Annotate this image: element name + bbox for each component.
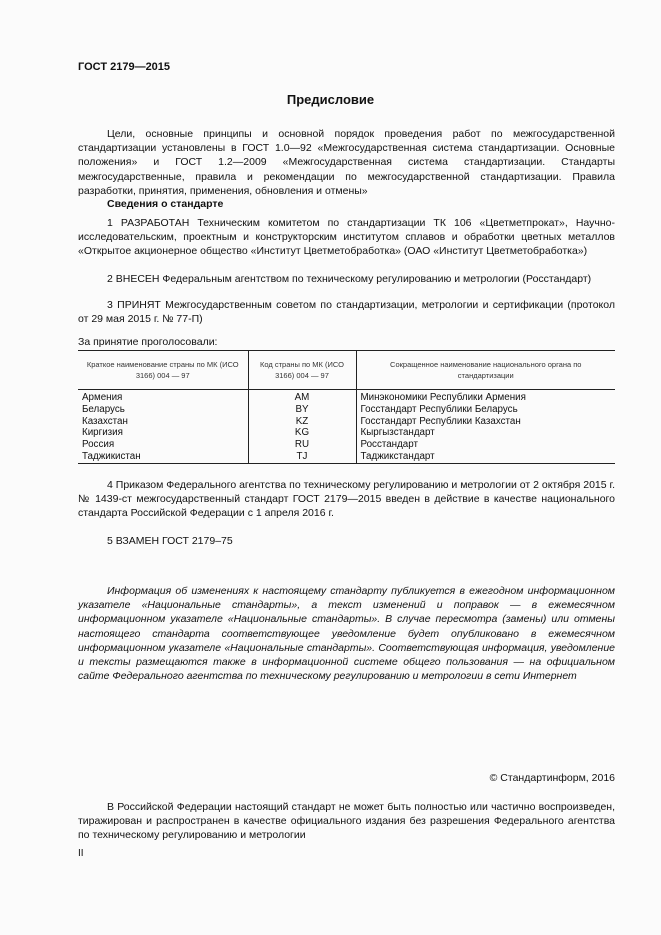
code-cell: RU [248, 439, 356, 451]
table-row [78, 404, 615, 416]
country-cell: Армения [82, 392, 123, 403]
code-cell: BY [248, 404, 356, 416]
body-cell: Минэкономики Республики Армения [356, 390, 615, 404]
copyright-notice: © Стандартинформ, 2016 [489, 772, 615, 784]
body-cell: Росстандарт [356, 439, 615, 451]
info-note: Информация об изменениях к настоящему стандарту публикуется в ежегодном информационном указателе «Национальные стандарты», а текст изменений и поправок — в ежемесячном информационном указателе «Национальные стандарты». В случае пересмотра (замены) или отмены настоящего стандарта соответствующее уведомление будет опубликовано в ежемесячном информационном указателе «Национальные стандарты». Соответствующая информация, уведомление и тексты размещаются также в информационной системе общего пользования — на официальном сайте Федерального агентства по техническому регулированию и метрологии в сети Интернет [78, 585, 615, 683]
header-code: Код страны по МК (ИСО 3166) 004 — 97 [248, 351, 356, 390]
country-cell: Россия [82, 439, 115, 451]
country-cell: Казахстан [82, 415, 128, 427]
item-introduced: 2 ВНЕСЕН Федеральным агентством по техническому регулированию и метрологии (Росстандарт) [107, 273, 592, 285]
item-replaces: 5 ВЗАМЕН ГОСТ 2179–75 [107, 535, 233, 547]
header-body: Сокращенное наименование национального органа по стандартизации [356, 351, 615, 390]
item-order: 4 Приказом Федерального агентства по техническому регулированию и метрологии от 2 октября 2015 г. № 1439-ст межгосударственный стандарт ГОСТ 2179—2015 введен в действие в качестве национального стандарта Российской Федерации с 1 апреля 2016 г. [78, 479, 615, 520]
table-row [78, 451, 615, 463]
item-developed: 1 РАЗРАБОТАН Техническим комитетом по стандартизации ТК 106 «Цветметпрокат», Научно-исследовательским, проектным и конструкторским институтом сплавов и обработки цветных металлов «Открытое акционерное общество «Институт Цветметобработка» (ОАО «Институт Цветметобработка») [78, 217, 615, 258]
country-cell: Таджикистан [78, 451, 248, 463]
body-cell: Таджикстандарт [356, 451, 615, 463]
reproduction-restriction: В Российской Федерации настоящий стандарт не может быть полностью или частично воспроизведен, тиражирован и распространен в качестве официального издания без разрешения Федерального агентства по техническому регулированию и метрологии [78, 801, 615, 842]
country-cell: Киргизия [82, 427, 123, 439]
item-adopted: 3 ПРИНЯТ Межгосударственным советом по стандартизации, метрологии и сертификации (протокол от 29 мая 2015 г. № 77-П) [78, 299, 615, 326]
table-row [78, 416, 615, 428]
table-caption: За принятие проголосовали: [78, 336, 218, 348]
table-row [78, 390, 615, 404]
body-cell: Госстандарт Республики Казахстан [356, 416, 615, 428]
header-country: Краткое наименование страны по МК (ИСО 3166) 004 — 97 [78, 351, 248, 390]
code-cell: AM [248, 390, 356, 404]
table-row [78, 439, 615, 451]
country-cell: Беларусь [82, 403, 125, 415]
voting-table [78, 350, 615, 464]
code-cell: KG [248, 427, 356, 439]
body-cell: Кыргызстандарт [356, 427, 615, 439]
table-header-row [78, 351, 615, 390]
document-code-header: ГОСТ 2179—2015 [78, 61, 171, 73]
page-title: Предисловие [286, 92, 375, 107]
body-cell: Госстандарт Республики Беларусь [356, 404, 615, 416]
code-cell: TJ [248, 451, 356, 463]
section-title: Сведения о стандарте [107, 198, 224, 210]
table-row [78, 427, 615, 439]
page-number: II [78, 848, 84, 859]
intro-paragraph: Цели, основные принципы и основной порядок проведения работ по межгосударственной стандартизации установлены в ГОСТ 1.0—92 «Межгосударственная система стандартизации. Основные положения» и ГОСТ 1.2—2009 «Межгосударственная система стандартизации. Стандарты межгосударственные, правила и рекомендации по межгосударственной стандартизации. Правила разработки, принятия, применения, обновления и отмены» [78, 128, 615, 197]
code-cell: KZ [248, 416, 356, 428]
